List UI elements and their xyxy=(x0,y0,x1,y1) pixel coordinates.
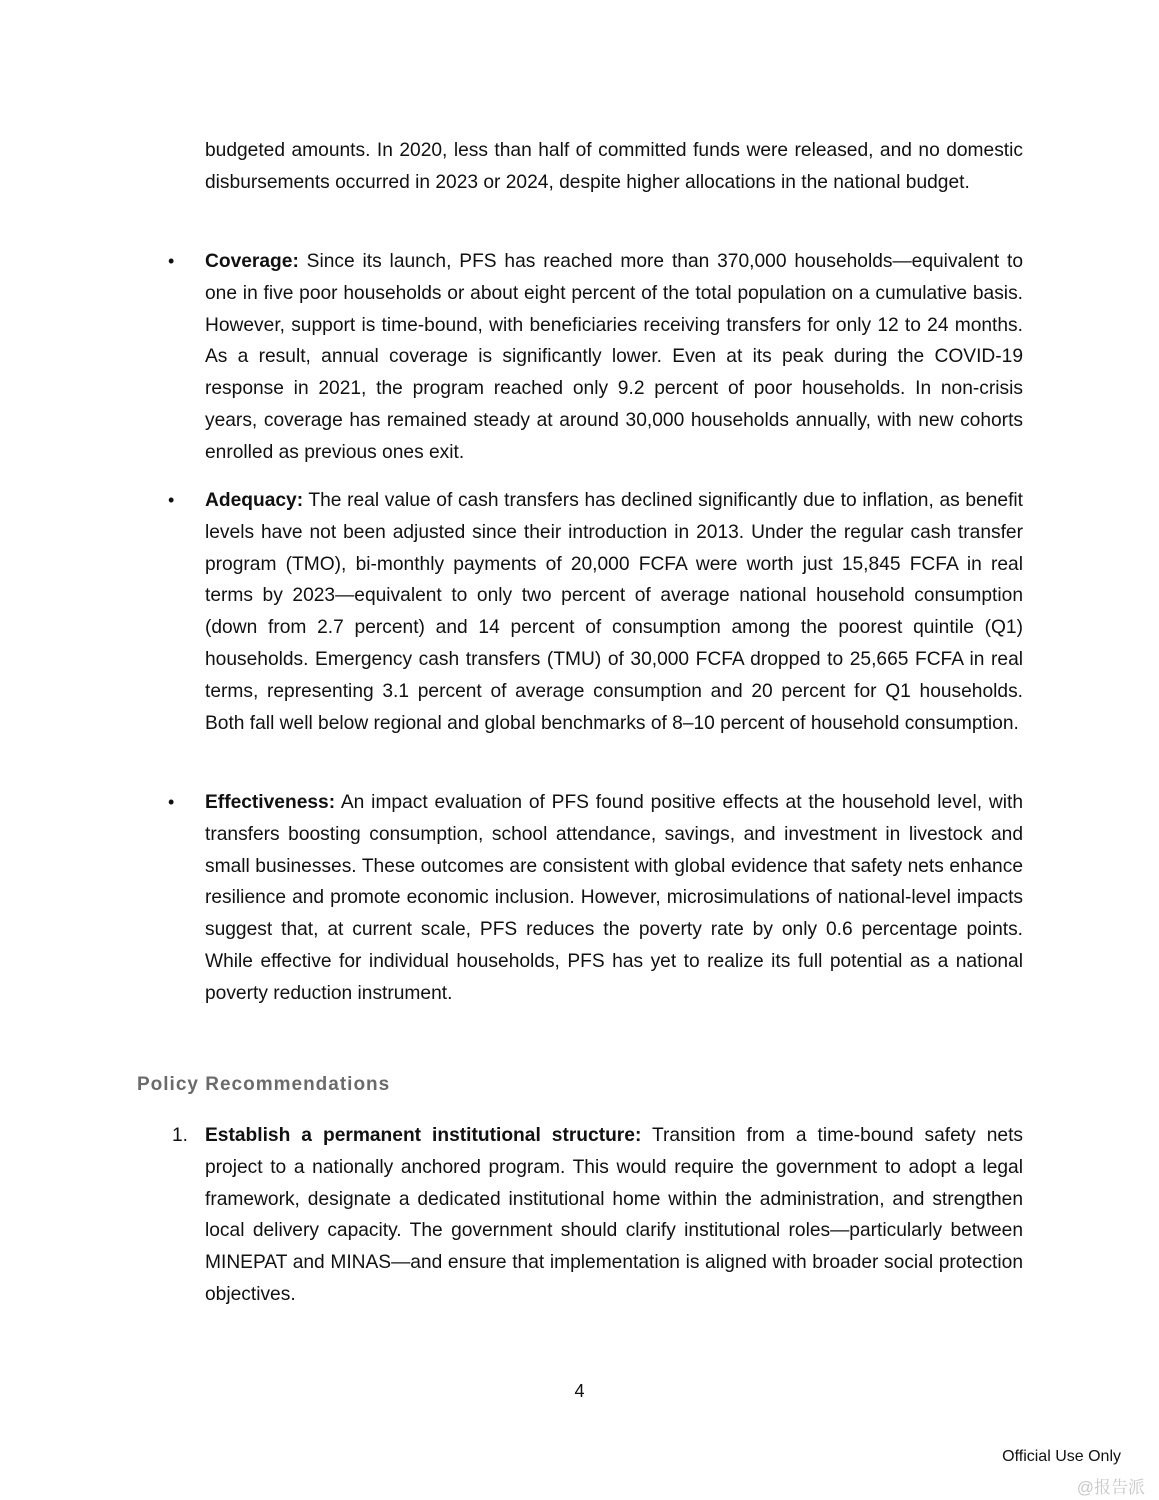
bullet-marker: • xyxy=(168,490,175,510)
bullet-coverage xyxy=(205,246,1023,469)
bullet-adequacy xyxy=(205,485,1023,739)
bullet-text: Since its launch, PFS has reached more than 370,000 households—equivalent to one in five poor households or about eight percent of the total population on a cumulative basis. However, support is time-bound, with beneficiaries receiving transfers for only 12 to 24 months. As a result, annual coverage is significantly lower. Even at its peak during the COVID-19 response in 2021, the program reached only 9.2 percent of poor households. In non-crisis years, coverage has remained steady at around 30,000 households annually, with new cohorts enrolled as previous ones exit. xyxy=(205,251,1023,463)
recommendation-item xyxy=(205,1120,1023,1311)
recommendation-text: Transition from a time-bound safety nets project to a nationally anchored program. This would require the government to adopt a legal framework, designate a dedicated institutional home within the administration, and strengthen local delivery capacity. The government should clarify institutional roles—particularly between MINEPAT and MINAS—and ensure that implementation is aligned with broader social protection objectives. xyxy=(205,1125,1023,1305)
intro-paragraph: budgeted amounts. In 2020, less than half of committed funds were released, and no domestic disbursements occurred in 2023 or 2024, despite higher allocations in the national budget. xyxy=(205,140,1023,193)
bullet-text: An impact evaluation of PFS found positive effects at the household level, with transfers boosting consumption, school attendance, savings, and investment in livestock and small businesses. These outcomes are consistent with global evidence that safety nets enhance resilience and promote economic inclusion. However, microsimulations of national-level impacts suggest that, at current scale, PFS reduces the poverty rate by only 0.6 percentage points. While effective for individual households, PFS has yet to realize its full potential as a national poverty reduction instrument. xyxy=(205,792,1023,1004)
bullet-marker: • xyxy=(168,251,175,271)
page-number: 4 xyxy=(574,1381,585,1401)
bullet-effectiveness xyxy=(205,787,1023,1010)
bullet-label: Effectiveness: xyxy=(205,792,336,813)
bullet-label: Adequacy: xyxy=(205,490,304,511)
recommendation-label: Establish a permanent institutional structure: xyxy=(205,1125,642,1146)
footer-classification: Official Use Only xyxy=(1002,1448,1121,1465)
section-heading: Policy Recommendations xyxy=(137,1074,391,1095)
bullet-label: Coverage: xyxy=(205,251,299,272)
bullet-text: The real value of cash transfers has declined significantly due to inflation, as benefit levels have not been adjusted since their introduction in 2013. Under the regular cash transfer program (TMO), bi-monthly payments of 20,000 FCFA were worth just 15,845 FCFA in real terms by 2023—equivalent to only two percent of average national household consumption (down from 2.7 percent) and 14 percent of consumption among the poorest quintile (Q1) households. Emergency cash transfers (TMU) of 30,000 FCFA dropped to 25,665 FCFA in real terms, representing 3.1 percent of average consumption and 20 percent for Q1 households. Both fall well below regional and global benchmarks of 8–10 percent of household consumption. xyxy=(205,490,1023,734)
watermark: @报告派 xyxy=(1076,1478,1145,1497)
list-number: 1. xyxy=(172,1125,189,1146)
bullet-marker: • xyxy=(168,792,175,812)
